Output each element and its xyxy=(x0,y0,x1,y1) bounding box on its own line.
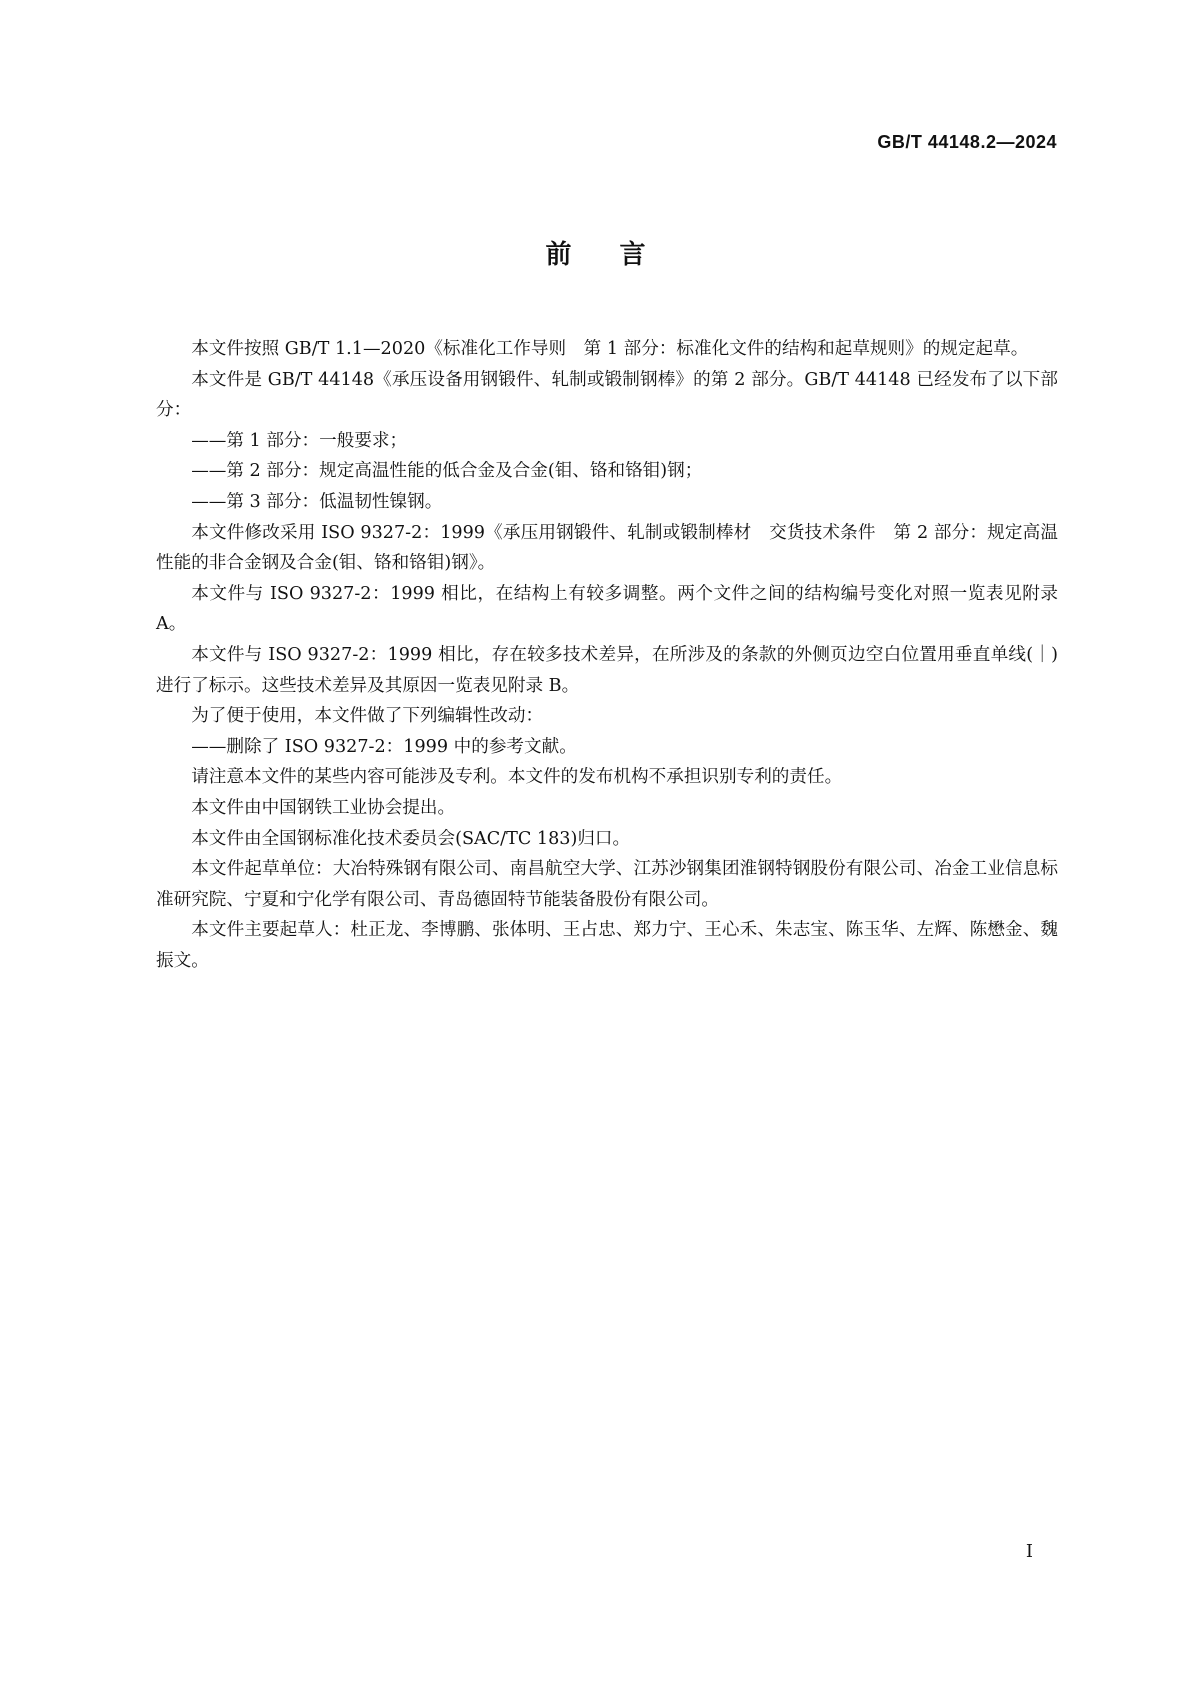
paragraph-structure-changes: 本文件与 ISO 9327-2：1999 相比，在结构上有较多调整。两个文件之间的结构编号变化对照一览表见附录 A。 xyxy=(156,583,1058,635)
paragraph-proposed-by: 本文件由中国钢铁工业协会提出。 xyxy=(191,797,456,818)
paragraph-drafting-units: 本文件起草单位：大冶特殊钢有限公司、南昌航空大学、江苏沙钢集团淮钢特钢股份有限公司、冶金工业信息标准研究院、宁夏和宁化学有限公司、青岛德固特节能装备股份有限公司。 xyxy=(156,859,1058,910)
list-item-deleted-references: ——删除了 ISO 9327-2：1999 中的参考文献。 xyxy=(191,736,577,757)
paragraph-main-drafters: 本文件主要起草人：杜正龙、李博鹏、张体明、王占忠、郑力宁、王心禾、朱志宝、陈玉华、左辉、陈懋金、魏振文。 xyxy=(156,920,1058,971)
document-code: GB/T 44148.2—2024 xyxy=(877,132,1057,152)
foreword-body xyxy=(156,334,1058,976)
list-item-part-2: ——第 2 部分：规定高温性能的低合金及合金(钼、铬和铬钼)钢； xyxy=(191,461,703,482)
page-number: Ⅰ xyxy=(1025,1541,1033,1562)
paragraph-editorial-changes: 为了便于使用，本文件做了下列编辑性改动： xyxy=(191,706,544,727)
paragraph-under-jurisdiction: 本文件由全国钢标准化技术委员会(SAC/TC 183)归口。 xyxy=(191,828,631,849)
paragraph-modified-adoption: 本文件修改采用 ISO 9327-2：1999《承压用钢锻件、轧制或锻制棒材 交货技术条件 第 2 部分：规定高温性能的非合金钢及合金(钼、铬和铬钼)钢》。 xyxy=(156,522,1058,574)
list-item-part-3: ——第 3 部分：低温韧性镍钢。 xyxy=(191,491,443,512)
paragraph-drafting-rules: 本文件按照 GB/T 1.1—2020《标准化工作导则 第 1 部分：标准化文件的结构和起草规则》的规定起草。 xyxy=(191,339,1029,359)
paragraph-technical-differences: 本文件与 ISO 9327-2：1999 相比，存在较多技术差异，在所涉及的条款的外侧页边空白位置用垂直单线(｜)进行了标示。这些技术差异及其原因一览表见附录 B。 xyxy=(156,644,1058,696)
list-item-part-1: ——第 1 部分：一般要求； xyxy=(191,430,408,451)
paragraph-patent-notice: 请注意本文件的某些内容可能涉及专利。本文件的发布机构不承担识别专利的责任。 xyxy=(191,767,843,788)
paragraph-series-parts: 本文件是 GB/T 44148《承压设备用钢锻件、轧制或锻制钢棒》的第 2 部分。GB/T 44148 已经发布了以下部分： xyxy=(156,369,1058,421)
page-title: 前言 xyxy=(545,240,694,270)
